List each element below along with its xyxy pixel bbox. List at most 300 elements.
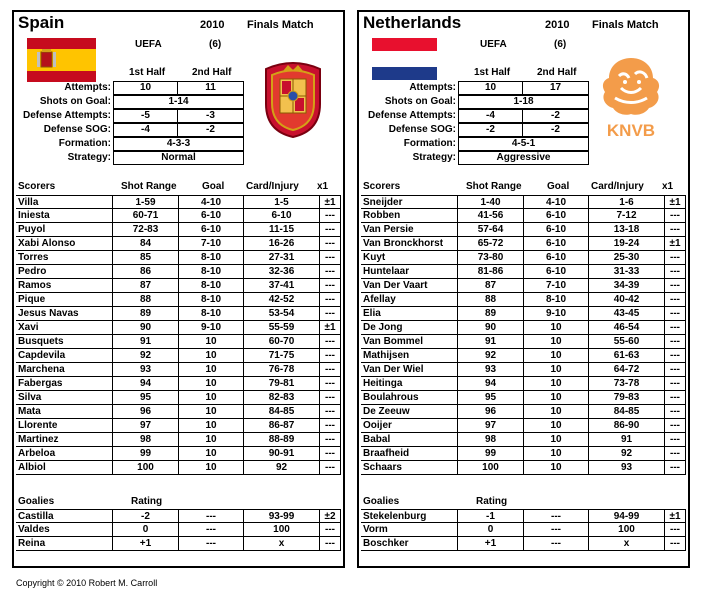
shot-range: 99 <box>457 447 524 461</box>
confederation: UEFA <box>480 39 507 50</box>
x1-value: --- <box>319 447 341 461</box>
player-name: Valdes <box>16 523 112 537</box>
player-name: Vorm <box>361 523 457 537</box>
x1-value: --- <box>664 447 686 461</box>
card-injury: 100 <box>243 523 320 537</box>
goal-range: 4-10 <box>523 195 589 209</box>
goalie-rating: +1 <box>457 537 524 551</box>
goal-range: --- <box>178 537 244 551</box>
goal-range: 10 <box>178 349 244 363</box>
card-injury: 92 <box>243 461 320 475</box>
strategy-label: Strategy: <box>412 152 456 163</box>
shot-range: 91 <box>457 335 524 349</box>
table-row <box>14 405 343 419</box>
card-injury: 34-39 <box>588 279 665 293</box>
shot-range: 60-71 <box>112 209 179 223</box>
card-injury: 42-52 <box>243 293 320 307</box>
table-row <box>14 433 343 447</box>
goal-range: --- <box>523 537 589 551</box>
shot-range: 98 <box>112 433 179 447</box>
goal-range: 8-10 <box>178 307 244 321</box>
first-half-header: 1st Half <box>129 67 166 78</box>
table-row <box>359 461 688 475</box>
player-name: Silva <box>16 391 112 405</box>
attempts-first: 10 <box>113 81 178 95</box>
card-injury: 1-5 <box>243 195 320 209</box>
defense-attempts-label: Defense Attempts: <box>368 110 456 121</box>
goal-range: 10 <box>178 461 244 475</box>
table-row <box>14 447 343 461</box>
card-injury: 55-60 <box>588 335 665 349</box>
shot-range: 94 <box>112 377 179 391</box>
goalie-row <box>14 537 343 551</box>
x1-value: --- <box>664 321 686 335</box>
player-name: Braafheid <box>361 447 457 461</box>
goal-range: 10 <box>523 419 589 433</box>
goal-range: 7-10 <box>178 237 244 251</box>
player-name: Villa <box>16 195 112 209</box>
card-injury: 61-63 <box>588 349 665 363</box>
shot-range-header: Shot Range <box>466 181 522 192</box>
shot-range: 65-72 <box>457 237 524 251</box>
shot-range: 88 <box>112 293 179 307</box>
card-injury: 71-75 <box>243 349 320 363</box>
card-injury: 32-36 <box>243 265 320 279</box>
table-row <box>14 363 343 377</box>
player-name: De Zeeuw <box>361 405 457 419</box>
player-name: Fabergas <box>16 377 112 391</box>
card-injury: 93-99 <box>243 509 320 523</box>
player-name: Sneijder <box>361 195 457 209</box>
seed: (6) <box>209 39 222 50</box>
shot-range: 94 <box>457 377 524 391</box>
shot-range: 88 <box>457 293 524 307</box>
card-injury: 91 <box>588 433 665 447</box>
goal-range: 10 <box>523 321 589 335</box>
goal-range: 10 <box>523 447 589 461</box>
card-injury: 16-26 <box>243 237 320 251</box>
spain-flag <box>27 38 96 82</box>
x1-value: --- <box>319 307 341 321</box>
shot-range: 92 <box>112 349 179 363</box>
shot-range: 1-59 <box>112 195 179 209</box>
card-injury: 31-33 <box>588 265 665 279</box>
formation-label: Formation: <box>403 138 456 149</box>
x1-value: --- <box>319 377 341 391</box>
seed: (6) <box>554 39 567 50</box>
table-row <box>14 377 343 391</box>
defense-sog-first: -2 <box>458 123 523 137</box>
defense-sog-first: -4 <box>113 123 178 137</box>
card-injury: 6-10 <box>243 209 320 223</box>
shot-range: 97 <box>457 419 524 433</box>
shot-range: 87 <box>457 279 524 293</box>
table-row <box>359 265 688 279</box>
defense-attempts-label: Defense Attempts: <box>23 110 111 121</box>
table-row <box>14 293 343 307</box>
goalies-header: Goalies <box>18 496 55 507</box>
svg-text:KNVB: KNVB <box>606 121 656 140</box>
goalie-row <box>359 523 688 537</box>
x1-value: --- <box>319 537 341 551</box>
player-name: Van Der Vaart <box>361 279 457 293</box>
attempts-second: 17 <box>522 81 589 95</box>
card-injury: 82-83 <box>243 391 320 405</box>
year: 2010 <box>545 19 570 31</box>
goalie-row <box>14 523 343 537</box>
x1-value: --- <box>319 209 341 223</box>
x1-header: x1 <box>662 181 674 192</box>
x1-value: --- <box>319 223 341 237</box>
table-row <box>14 279 343 293</box>
card-injury: 7-12 <box>588 209 665 223</box>
goal-range: 10 <box>178 447 244 461</box>
player-name: Torres <box>16 251 112 265</box>
match-title: Finals Match <box>247 19 314 31</box>
goal-range: 6-10 <box>178 223 244 237</box>
shot-range: 100 <box>112 461 179 475</box>
player-name: Arbeloa <box>16 447 112 461</box>
player-name: Mata <box>16 405 112 419</box>
shot-range: 96 <box>457 405 524 419</box>
card-injury: 40-42 <box>588 293 665 307</box>
strategy-label: Strategy: <box>67 152 111 163</box>
player-name: Albiol <box>16 461 112 475</box>
player-name: Pique <box>16 293 112 307</box>
x1-value: ±1 <box>319 195 341 209</box>
goal-range: 6-10 <box>178 209 244 223</box>
shot-range: 95 <box>457 391 524 405</box>
x1-value: --- <box>319 279 341 293</box>
card-injury: 55-59 <box>243 321 320 335</box>
table-row <box>359 391 688 405</box>
defense-attempts-first: -5 <box>113 109 178 123</box>
goalie-row <box>359 537 688 551</box>
player-name: Van Bommel <box>361 335 457 349</box>
scorers-header: Scorers <box>18 181 56 192</box>
card-injury: 73-78 <box>588 377 665 391</box>
x1-value: --- <box>319 349 341 363</box>
goal-range: 8-10 <box>178 251 244 265</box>
shot-range: 100 <box>457 461 524 475</box>
x1-header: x1 <box>317 181 329 192</box>
second-half-header: 2nd Half <box>537 67 577 78</box>
goal-range: 6-10 <box>523 209 589 223</box>
shot-range: 41-56 <box>457 209 524 223</box>
player-name: Puyol <box>16 223 112 237</box>
card-injury: 92 <box>588 447 665 461</box>
goal-range: 10 <box>523 377 589 391</box>
defense-sog-label: Defense SOG: <box>388 124 456 135</box>
goalie-rating: +1 <box>112 537 179 551</box>
goalie-row <box>359 509 688 523</box>
goal-range: 6-10 <box>523 251 589 265</box>
card-injury: 90-91 <box>243 447 320 461</box>
table-row <box>359 433 688 447</box>
player-name: Stekelenburg <box>361 509 457 523</box>
table-row <box>359 279 688 293</box>
goal-range: 10 <box>523 391 589 405</box>
goalie-rating: 0 <box>457 523 524 537</box>
x1-value: --- <box>319 251 341 265</box>
rating-header: Rating <box>131 496 163 507</box>
shot-range: 57-64 <box>457 223 524 237</box>
card-injury: 37-41 <box>243 279 320 293</box>
shot-range: 97 <box>112 419 179 433</box>
card-injury: 11-15 <box>243 223 320 237</box>
card-injury: 76-78 <box>243 363 320 377</box>
table-row <box>359 419 688 433</box>
card-injury: 86-90 <box>588 419 665 433</box>
x1-value: ±1 <box>664 195 686 209</box>
table-row <box>359 447 688 461</box>
table-row <box>14 349 343 363</box>
rfef-crest-icon <box>258 59 328 139</box>
card-injury: 13-18 <box>588 223 665 237</box>
table-row <box>359 321 688 335</box>
shots-on-goal: 1-14 <box>113 95 244 109</box>
goal-range: --- <box>523 523 589 537</box>
card-injury: 46-54 <box>588 321 665 335</box>
card-injury-header: Card/Injury <box>246 181 299 192</box>
table-row <box>14 195 343 209</box>
player-name: Van Bronckhorst <box>361 237 457 251</box>
attempts-second: 11 <box>177 81 244 95</box>
table-row <box>359 195 688 209</box>
netherlands-card <box>357 10 690 568</box>
shot-range: 85 <box>112 251 179 265</box>
table-row <box>359 251 688 265</box>
defense-sog-second: -2 <box>522 123 589 137</box>
team-name: Netherlands <box>363 13 462 32</box>
shot-range: 89 <box>112 307 179 321</box>
shot-range: 84 <box>112 237 179 251</box>
card-injury: 84-85 <box>588 405 665 419</box>
goalie-row <box>14 509 343 523</box>
player-name: Heitinga <box>361 377 457 391</box>
table-row <box>14 391 343 405</box>
goal-range: 7-10 <box>523 279 589 293</box>
player-name: Capdevila <box>16 349 112 363</box>
x1-value: --- <box>664 223 686 237</box>
table-row <box>14 307 343 321</box>
player-name: Pedro <box>16 265 112 279</box>
x1-value: --- <box>319 335 341 349</box>
goal-range: 6-10 <box>523 237 589 251</box>
table-row <box>14 209 343 223</box>
table-row <box>14 335 343 349</box>
x1-value: ±1 <box>664 237 686 251</box>
goal-range: 9-10 <box>523 307 589 321</box>
x1-value: --- <box>664 363 686 377</box>
table-row <box>359 223 688 237</box>
goal-range: 8-10 <box>178 279 244 293</box>
shot-range-header: Shot Range <box>121 181 177 192</box>
player-name: Babal <box>361 433 457 447</box>
player-name: Elia <box>361 307 457 321</box>
x1-value: --- <box>664 293 686 307</box>
shot-range: 92 <box>457 349 524 363</box>
table-row <box>14 237 343 251</box>
shot-range: 86 <box>112 265 179 279</box>
table-row <box>359 349 688 363</box>
shot-range: 90 <box>457 321 524 335</box>
player-name: Boschker <box>361 537 457 551</box>
card-injury: 64-72 <box>588 363 665 377</box>
player-name: Van Der Wiel <box>361 363 457 377</box>
card-injury: 93 <box>588 461 665 475</box>
goal-header: Goal <box>202 181 225 192</box>
goal-range: 10 <box>178 377 244 391</box>
shot-range: 72-83 <box>112 223 179 237</box>
rating-header: Rating <box>476 496 508 507</box>
card-injury: 86-87 <box>243 419 320 433</box>
x1-value: --- <box>664 251 686 265</box>
card-injury: 60-70 <box>243 335 320 349</box>
shot-range: 89 <box>457 307 524 321</box>
formation: 4-5-1 <box>458 137 589 151</box>
card-injury: 94-99 <box>588 509 665 523</box>
x1-value: --- <box>664 391 686 405</box>
shots-on-goal-label: Shots on Goal: <box>384 96 456 107</box>
goal-range: 10 <box>178 419 244 433</box>
player-name: Ooijer <box>361 419 457 433</box>
player-name: Huntelaar <box>361 265 457 279</box>
attempts-label: Attempts: <box>409 82 456 93</box>
x1-value: --- <box>319 391 341 405</box>
x1-value: --- <box>664 523 686 537</box>
player-name: Busquets <box>16 335 112 349</box>
knvb-lion-icon <box>591 52 671 142</box>
card-injury: 1-6 <box>588 195 665 209</box>
defense-attempts-first: -4 <box>458 109 523 123</box>
table-row <box>14 251 343 265</box>
goal-range: 10 <box>523 349 589 363</box>
player-name: Reina <box>16 537 112 551</box>
player-name: Xavi <box>16 321 112 335</box>
goal-range: 10 <box>178 405 244 419</box>
goal-range: --- <box>178 523 244 537</box>
shot-range: 93 <box>457 363 524 377</box>
attempts-first: 10 <box>458 81 523 95</box>
first-half-header: 1st Half <box>474 67 511 78</box>
player-name: De Jong <box>361 321 457 335</box>
x1-value: --- <box>319 293 341 307</box>
card-injury: 88-89 <box>243 433 320 447</box>
goal-range: --- <box>178 509 244 523</box>
player-name: Afellay <box>361 293 457 307</box>
x1-value: --- <box>319 419 341 433</box>
table-row <box>359 405 688 419</box>
card-injury: x <box>243 537 320 551</box>
player-name: Robben <box>361 209 457 223</box>
goal-range: 8-10 <box>178 265 244 279</box>
x1-value: --- <box>664 349 686 363</box>
shots-on-goal-label: Shots on Goal: <box>39 96 111 107</box>
table-row <box>359 293 688 307</box>
shot-range: 73-80 <box>457 251 524 265</box>
goal-range: 8-10 <box>178 293 244 307</box>
table-row <box>359 377 688 391</box>
card-injury: 79-83 <box>588 391 665 405</box>
shot-range: 91 <box>112 335 179 349</box>
x1-value: --- <box>664 265 686 279</box>
card-injury: 43-45 <box>588 307 665 321</box>
x1-value: --- <box>319 461 341 475</box>
goal-range: 4-10 <box>178 195 244 209</box>
x1-value: --- <box>664 433 686 447</box>
player-name: Marchena <box>16 363 112 377</box>
second-half-header: 2nd Half <box>192 67 232 78</box>
goal-range: 9-10 <box>178 321 244 335</box>
shot-range: 98 <box>457 433 524 447</box>
formation: 4-3-3 <box>113 137 244 151</box>
player-name: Ramos <box>16 279 112 293</box>
x1-value: ±1 <box>319 321 341 335</box>
player-name: Xabi Alonso <box>16 237 112 251</box>
goal-range: --- <box>523 509 589 523</box>
table-row <box>359 237 688 251</box>
x1-value: --- <box>319 405 341 419</box>
x1-value: --- <box>664 537 686 551</box>
card-injury: 79-81 <box>243 377 320 391</box>
goal-range: 10 <box>178 391 244 405</box>
x1-value: --- <box>664 405 686 419</box>
defense-attempts-second: -2 <box>522 109 589 123</box>
spain-card <box>12 10 345 568</box>
table-row <box>14 419 343 433</box>
card-injury: 19-24 <box>588 237 665 251</box>
x1-value: --- <box>664 377 686 391</box>
card-injury: 27-31 <box>243 251 320 265</box>
copyright: Copyright © 2010 Robert M. Carroll <box>16 578 158 588</box>
player-name: Van Persie <box>361 223 457 237</box>
goal-range: 8-10 <box>523 293 589 307</box>
table-row <box>14 461 343 475</box>
card-injury: 53-54 <box>243 307 320 321</box>
goalie-rating: 0 <box>112 523 179 537</box>
defense-sog-label: Defense SOG: <box>43 124 111 135</box>
goal-range: 10 <box>178 363 244 377</box>
player-name: Mathijsen <box>361 349 457 363</box>
shot-range: 93 <box>112 363 179 377</box>
scorers-header: Scorers <box>363 181 401 192</box>
player-name: Boulahrous <box>361 391 457 405</box>
x1-value: --- <box>664 335 686 349</box>
strategy: Normal <box>113 151 244 165</box>
shots-on-goal: 1-18 <box>458 95 589 109</box>
confederation: UEFA <box>135 39 162 50</box>
goal-range: 10 <box>523 433 589 447</box>
netherlands-flag <box>372 38 437 82</box>
x1-value: --- <box>319 363 341 377</box>
goalie-rating: -1 <box>457 509 524 523</box>
shot-range: 1-40 <box>457 195 524 209</box>
goal-range: 10 <box>523 363 589 377</box>
goal-range: 10 <box>178 433 244 447</box>
player-name: Jesus Navas <box>16 307 112 321</box>
card-injury: 100 <box>588 523 665 537</box>
formation-label: Formation: <box>58 138 111 149</box>
shot-range: 99 <box>112 447 179 461</box>
player-name: Llorente <box>16 419 112 433</box>
strategy: Aggressive <box>458 151 589 165</box>
table-row <box>14 265 343 279</box>
goal-range: 6-10 <box>523 265 589 279</box>
goalie-rating: -2 <box>112 509 179 523</box>
x1-value: --- <box>319 433 341 447</box>
table-row <box>359 209 688 223</box>
